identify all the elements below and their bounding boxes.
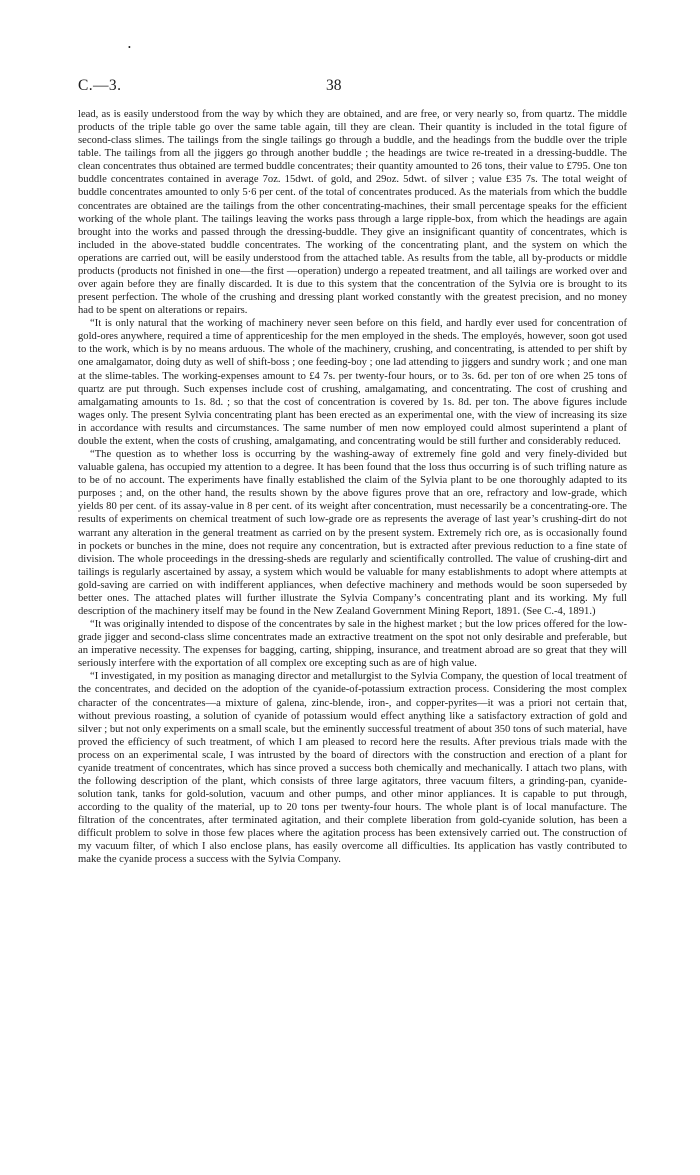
page-number: 38 — [326, 77, 342, 94]
paragraph: “I investigated, in my position as managing director and metallurgist to the Sylvia Company, the question of local treatment of the concentrates, and decided on the adoption of the cyanide-of-potassium extraction process. Considering the most complex character of the concentrates—a mixture of galena, zinc-blende, iron-, and copper-pyrites—it was a priori not certain that, without previous roasting, a solution of cyanide of potassium would effect anything like a satisfactory extraction of gold and silver ; but not only experiments on a small scale, but the eminently successful treatment of about 350 tons of such material, have proved the efficiency of such treatment, of which I am pleased to record here the results. After previous trials made with the process on an experimental scale, I was intrusted by the board of directors with the construction and erection of a plant for cyanide treatment of concentrates, which has since proved a success both chemically and mechanically. I attach two plans, with the following description of the plant, which consists of three large agitators, three vacuum filters, a grinding-pan, cyanide-solution tank, tanks for gold-solution, vacuum and other pumps, and other minor appliances. It is capable to put through, according to the quality of the material, up to 20 tons per twenty-four hours. The whole plant is of local manufacture. The filtration of the concentrates, after terminated agitation, and their complete liberation from gold-cyanide solution, has been a difficult problem to solve in those few places where the agitation process has been extensively carried out. The construction of my vacuum filter, of which I also enclose plans, has easily overcome all difficulties. Its application has vastly contributed to make the cyanide process a success with the Sylvia Company. — [78, 671, 627, 866]
body-text — [78, 108, 627, 867]
paragraph: lead, as is easily understood from the way by which they are obtained, and are free, or very nearly so, from quartz. The middle products of the triple table go over the same table again, till they are clean. Their quantity is included in the total figure of second-class slimes. The tailings from the single tailings go through a buddle, and the headings from the buddle over the triple table. The tailings from all the jiggers go through another buddle ; the headings are twice re-treated in a dressing-buddle. The clean concentrates thus obtained are termed buddle concentrates; their quantity amounted to 26 tons, their value to £795. One ton buddle concentrates contained in average 7oz. 15dwt. of gold, and 29oz. 5dwt. of silver ; value £35 7s. The total weight of buddle concentrates amounted to only 5·6 per cent. of the total of concentrates produced. As the materials from which the buddle concentrates are obtained are the tailings from the other concentrating-machines, their small percentage speaks for the efficient working of the whole plant. The tailings leaving the works pass through a large ripple-box, from which the headings are again brought into the works and passed through the dressing-buddle. They give an insignificant quantity of concentrates, which is included in the above-stated buddle concentrates. The working of the concentrating plant, and the system on which the operations are carried out, will be easily understood from the attached table. As results from the table, all by-products or middle products (products not finished in one—the first —operation) undergo a repeated treatment, and all tailings are worked over and over again before they are finally discarded. It is due to this system that the concentration of the Sylvia ore is brought to its present perfection. The whole of the crushing and dressing plant worked constantly with the greatest precision, and no money had to be spent on alterations or repairs. — [78, 109, 627, 317]
document-reference: C.—3. — [78, 77, 122, 94]
page-header — [0, 77, 700, 97]
paragraph: “The question as to whether loss is occurring by the washing-away of extremely fine gold and very finely-divided but valuable galena, has occupied my attention to a degree. It has been found that the loss thus occurring is of such trifling nature as to be of no account. The experiments have finally established the claim of the Sylvia plant to be one thoroughly adapted to its purposes ; and, on the other hand, the results shown by the above figures prove that an ore, refractory and low-grade, which yields 80 per cent. of its assay-value in 8 per cent. of its weight after concentration, must necessarily be a concentrating-ore. The results of experiments on chemical treatment of such low-grade ore as represents the average of last year’s crushing-dirt do not warrant any alteration in the general treatment as carried on by the present system. Extremely rich ore, as is occasionally found in pockets or bunches in the mine, does not require any concentration, but is extracted after previous reduction to a fine state of division. The whole proceedings in the dressing-sheds are regularly and scientifically controlled. The value of crushing-dirt and tailings is regularly ascertained by assay, a system which would be valuable for many establishments to adopt where attempts at gold-saving are carried on with indifferent appliances, when defective machinery and methods would be soon superseded by better ones. The attached plates will further illustrate the Sylvia Company’s concentrating plant and its working. My full description of the machinery itself may be found in the New Zealand Government Mining Report, 1891. (See C.-4, 1891.) — [78, 449, 627, 617]
paragraph: “It is only natural that the working of machinery never seen before on this field, and hardly ever used for concentration of gold-ores anywhere, required a time of apprenticeship for the men employed in the sheds. The employés, however, soon got used to the work, which is by no means arduous. The whole of the machinery, crushing, and concentrating, is attended to per shift by one amalgamator, doing duty as well of shift-boss ; one feeding-boy ; one lad attending to jiggers and sundry work ; and one man at the slime-tables. The working-expenses amount to £4 7s. per twenty-four hours, or to 3s. 6d. per ton of ore when 25 tons of quartz are put through. Such expenses include cost of crushing, amalgamating, and concentrating. The cost of crushing and amalgamating amounts to 1s. 8d. ; so that the cost of concentration is covered by 1s. 8d. per ton. The above figures include wages only. The present Sylvia concentrating plant has been erected as an experimental one, with the view of increasing its size in accordance with results and circumstances. The same number of men now employed could almost superintend a plant of double the extent, when the costs of crushing, amalgamating, and concentrating would be still further and considerably reduced. — [78, 318, 627, 447]
paragraph: “It was originally intended to dispose of the concentrates by sale in the highest market ; but the low prices offered for the low-grade jigger and second-class slime concentrates made an extractive treatment on the spot not only desirable and preferable, but an imperative necessity. The expenses for bagging, carting, shipping, insurance, and treatment abroad are so great that they will seriously interfere with the exportation of all complex ore excepting such as are of high value. — [78, 619, 627, 670]
margin-mark: • — [128, 43, 131, 52]
